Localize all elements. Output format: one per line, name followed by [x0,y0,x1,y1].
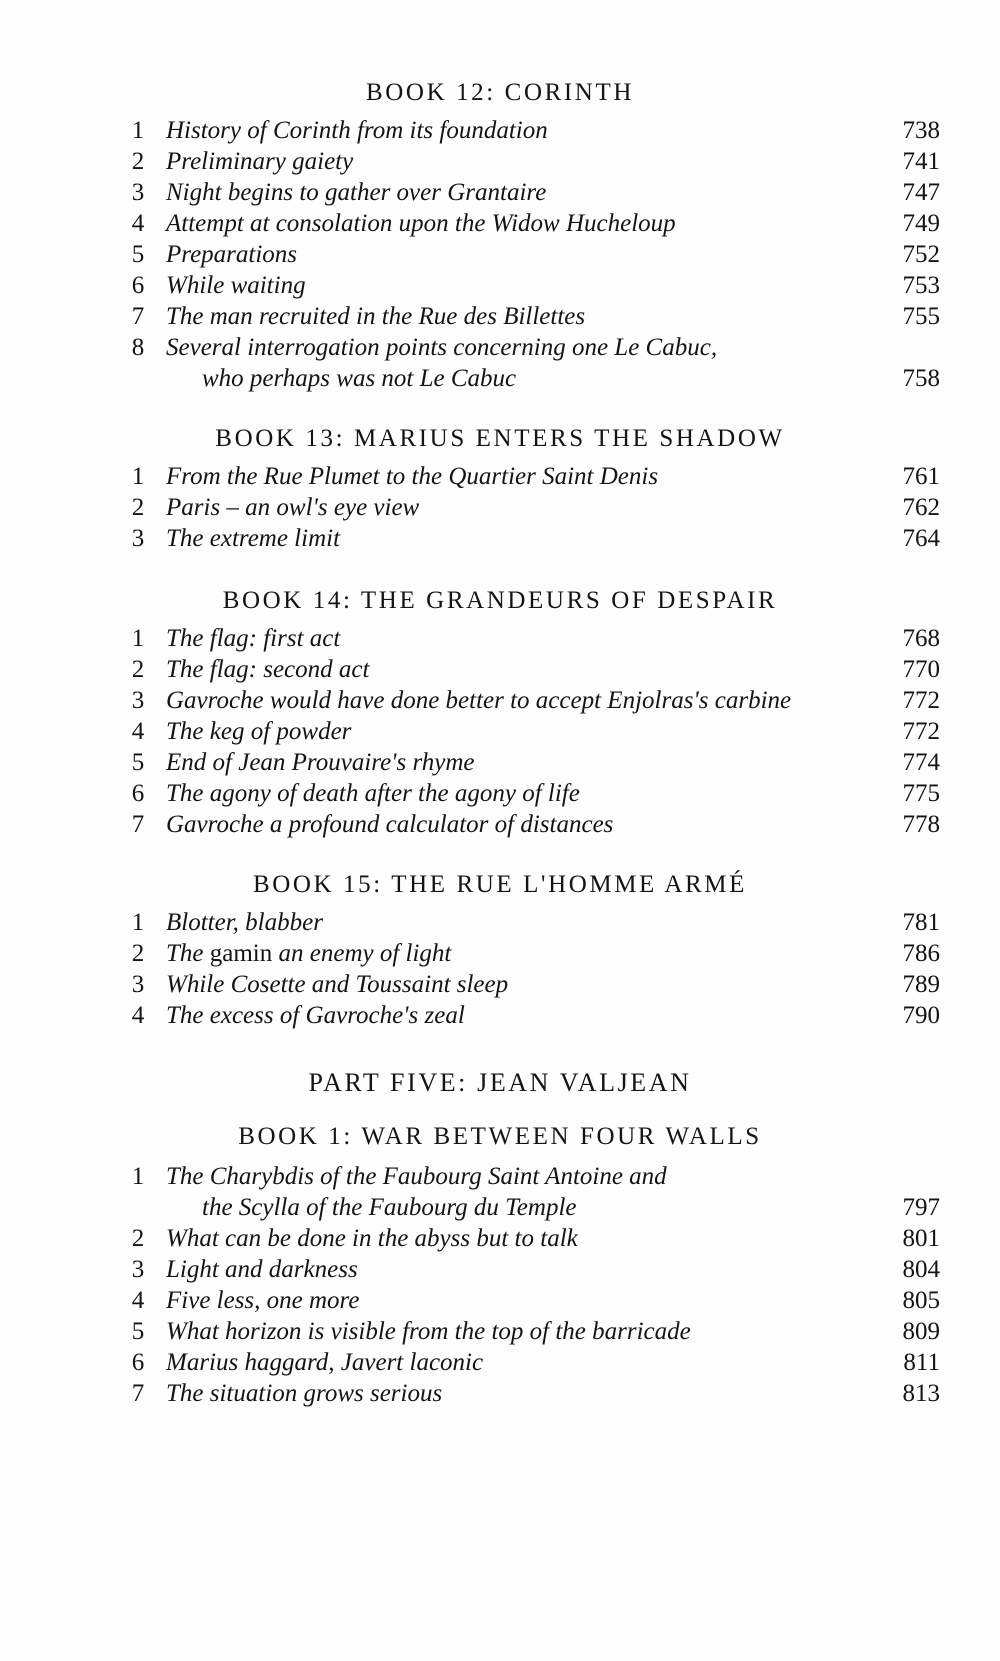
page-number: 764 [902,525,940,552]
page-number: 762 [902,494,940,521]
page-number: 761 [902,463,940,490]
chapter-title: While waiting [166,272,306,299]
chapter-number: 3 [131,687,145,714]
toc-entry [0,1160,1000,1193]
chapter-number: 2 [131,148,145,175]
chapter-number: 3 [131,1256,145,1283]
chapter-number: 5 [131,1318,145,1345]
toc-entry [0,999,1000,1032]
chapter-title: Five less, one more [166,1287,360,1314]
chapter-number: 7 [131,303,145,330]
toc-entry [0,715,1000,748]
page-number: 811 [903,1349,940,1376]
page-number: 781 [902,909,940,936]
toc-entry [0,808,1000,841]
chapter-title [166,937,451,970]
page-number: 770 [902,656,940,683]
page-number: 772 [902,718,940,745]
chapter-number: 6 [131,1349,145,1376]
chapter-title: Night begins to gather over Grantaire [166,179,547,206]
chapter-number: 1 [131,625,145,652]
chapter-title: Attempt at consolation upon the Widow Hucheloup [166,210,676,237]
toc-entry [0,622,1000,655]
page-number: 809 [902,1318,940,1345]
toc-entry [0,176,1000,209]
chapter-title: The excess of Gavroche's zeal [166,1002,465,1029]
chapter-number: 1 [131,463,145,490]
book-1-heading: BOOK 1: WAR BETWEEN FOUR WALLS [238,1123,762,1150]
toc-entry [0,491,1000,524]
chapter-number: 5 [131,749,145,776]
toc-entry [0,145,1000,178]
chapter-title: Preparations [166,241,298,268]
chapter-title-part: The [166,940,210,967]
chapter-title: What horizon is visible from the top of the barricade [166,1318,691,1345]
toc-entry [0,114,1000,147]
chapter-title-continuation: the Scylla of the Faubourg du Temple [202,1194,577,1221]
chapter-number: 7 [131,1380,145,1407]
chapter-title: The flag: first act [166,625,341,652]
chapter-number: 5 [131,241,145,268]
chapter-number: 2 [131,940,145,967]
toc-entry [0,968,1000,1001]
chapter-number: 3 [131,525,145,552]
chapter-title: Marius haggard, Javert laconic [166,1349,484,1376]
page-number: 775 [902,780,940,807]
toc-entry [0,1253,1000,1286]
chapter-number: 4 [131,210,145,237]
chapter-title: The extreme limit [166,525,341,552]
chapter-title: Paris – an owl's eye view [166,494,420,521]
chapter-number: 2 [131,494,145,521]
chapter-number: 8 [131,334,145,361]
page-number: 772 [902,687,940,714]
page-number: 758 [902,365,940,392]
page-number: 738 [902,117,940,144]
part-five-heading: PART FIVE: JEAN VALJEAN [308,1068,692,1097]
chapter-title: While Cosette and Toussaint sleep [166,971,509,998]
page-number: 747 [902,179,940,206]
toc-entry [0,522,1000,555]
book-12-heading: BOOK 12: CORINTH [366,79,634,106]
book-15-heading: BOOK 15: THE RUE L'HOMME ARMÉ [252,871,748,898]
toc-entry-continuation [0,1191,1000,1224]
page-number: 804 [902,1256,940,1283]
toc-entry [0,207,1000,240]
chapter-title: From the Rue Plumet to the Quartier Saint Denis [166,463,659,490]
chapter-number: 2 [131,656,145,683]
toc-entry [0,238,1000,271]
toc-entry [0,1377,1000,1410]
chapter-title: The keg of powder [166,718,352,745]
toc-entry [0,331,1000,364]
chapter-title: Several interrogation points concerning one Le Cabuc, [166,334,718,361]
chapter-number: 4 [131,1002,145,1029]
toc-entry [0,937,1000,970]
chapter-title-part: an enemy of light [272,940,452,967]
chapter-title: Blotter, blabber [166,909,323,936]
chapter-title: Light and darkness [166,1256,358,1283]
toc-entry [0,300,1000,333]
page-number: 801 [902,1225,940,1252]
chapter-number: 1 [131,909,145,936]
chapter-title: The Charybdis of the Faubourg Saint Antoine and [166,1163,667,1190]
page-number: 749 [902,210,940,237]
page-number: 778 [902,811,940,838]
chapter-title: The situation grows serious [166,1380,443,1407]
chapter-title: The agony of death after the agony of life [166,780,580,807]
chapter-number: 4 [131,718,145,745]
chapter-title: History of Corinth from its foundation [166,117,548,144]
toc-entry [0,906,1000,939]
page-number: 755 [902,303,940,330]
book-14-heading: BOOK 14: THE GRANDEURS OF DESPAIR [222,587,778,614]
chapter-title: Gavroche a profound calculator of distances [166,811,614,838]
toc-entry [0,1346,1000,1379]
page-number: 752 [902,241,940,268]
chapter-title: End of Jean Prouvaire's rhyme [166,749,475,776]
toc-entry [0,1315,1000,1348]
toc-entry [0,460,1000,493]
chapter-number: 7 [131,811,145,838]
toc-entry [0,777,1000,810]
page-number: 774 [902,749,940,776]
page-number: 786 [902,940,940,967]
toc-entry [0,1222,1000,1255]
chapter-number: 3 [131,971,145,998]
page-number: 790 [902,1002,940,1029]
chapter-number: 1 [131,1163,145,1190]
chapter-number: 1 [131,117,145,144]
chapter-title: What can be done in the abyss but to talk [166,1225,578,1252]
chapter-title: The man recruited in the Rue des Billettes [166,303,586,330]
toc-entry [0,684,1000,717]
page-number: 789 [902,971,940,998]
chapter-title: Preliminary gaiety [166,148,354,175]
toc-entry [0,653,1000,686]
toc-entry [0,1284,1000,1317]
chapter-title: Gavroche would have done better to accept Enjolras's carbine [166,687,792,714]
book-13-heading: BOOK 13: MARIUS ENTERS THE SHADOW [215,425,785,452]
chapter-title: The flag: second act [166,656,370,683]
page-number: 753 [902,272,940,299]
chapter-number: 3 [131,179,145,206]
page-number: 805 [902,1287,940,1314]
chapter-number: 6 [131,272,145,299]
chapter-title-continuation: who perhaps was not Le Cabuc [202,365,517,392]
chapter-number: 6 [131,780,145,807]
chapter-number: 4 [131,1287,145,1314]
page-number: 797 [902,1194,940,1221]
toc-entry [0,269,1000,302]
page-number: 768 [902,625,940,652]
toc-entry [0,746,1000,779]
page-number: 741 [902,148,940,175]
page-number: 813 [902,1380,940,1407]
chapter-title-roman-word: gamin [209,940,273,967]
toc-entry-continuation [0,362,1000,395]
chapter-number: 2 [131,1225,145,1252]
